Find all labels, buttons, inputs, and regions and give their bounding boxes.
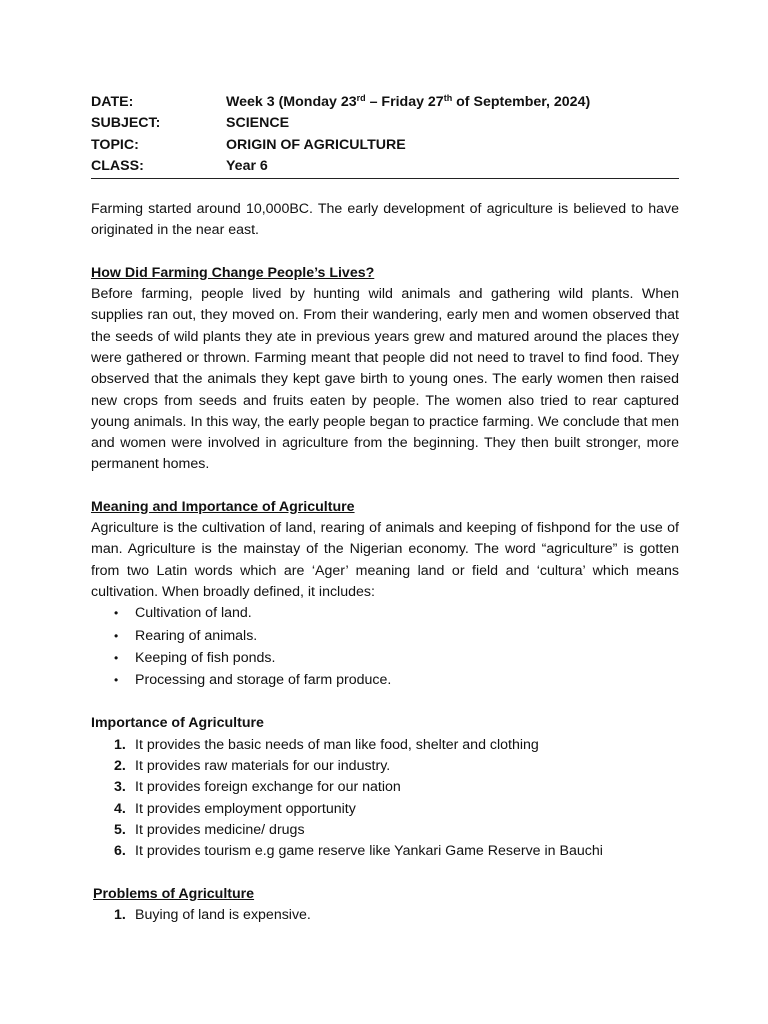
section-heading-problems: Problems of Agriculture	[93, 885, 255, 902]
list-number: 2.	[114, 758, 126, 775]
section-heading-farming-change: How Did Farming Change People’s Lives?	[91, 264, 375, 281]
importance-list	[91, 735, 679, 863]
header-row-subject	[91, 113, 679, 134]
farming-change-paragraph: Before farming, people lived by hunting wild animals and gathering wild plants. When supplies ran out, they moved on. From their wandering, early men and women observed that the seeds of wild plants they ate in previous years grew and matured around the places they were gathered or thrown. Farming meant that people did not need to travel to find food. They observed that the animals they kept gave birth to young ones. The early women then raised new crops from seeds and fruits eaten by people. The women also tried to rear captured young animals. In this way, the early people began to practice farming. We conclude that men and women were involved in agriculture from the beginning. They then built stronger, more permanent homes.	[91, 286, 679, 473]
list-item-text: Processing and storage of farm produce.	[135, 672, 392, 689]
list-item-text: It provides foreign exchange for our nation	[135, 779, 401, 796]
list-number: 5.	[114, 821, 126, 838]
list-item-text: Rearing of animals.	[135, 627, 258, 644]
header-label: SUBJECT:	[91, 115, 161, 132]
intro-paragraph: Farming started around 10,000BC. The early development of agriculture is believed to have originated in the near east.	[91, 201, 679, 239]
header-row-class	[91, 156, 679, 177]
list-item	[91, 603, 679, 624]
bullet-icon: •	[114, 650, 119, 665]
list-item	[91, 799, 679, 820]
list-item	[91, 841, 679, 862]
list-number: 4.	[114, 800, 126, 817]
header-label: TOPIC:	[91, 136, 139, 153]
header-label: DATE:	[91, 94, 134, 110]
list-item	[91, 735, 679, 756]
date-suffix-th: th	[443, 93, 453, 103]
list-item	[91, 777, 679, 798]
list-item	[91, 670, 679, 691]
spacer	[91, 242, 679, 263]
includes-list	[91, 603, 679, 691]
meaning-paragraph: Agriculture is the cultivation of land, rearing of animals and keeping of fishpond for the use of man. Agriculture is the mainstay of the Nigerian economy. The word “agriculture” is gotten from two Latin words which are ‘Ager’ meaning land or field and ‘cultura’ which means cultivation. When broadly defined, it includes:	[91, 520, 679, 600]
header-value	[226, 92, 679, 113]
section-heading-meaning: Meaning and Importance of Agriculture	[91, 498, 355, 515]
date-text-end: of September, 2024)	[452, 94, 591, 110]
list-item-text: It provides employment opportunity	[135, 800, 356, 817]
bullet-icon: •	[114, 673, 119, 688]
bullet-icon: •	[114, 628, 119, 643]
document-page	[91, 92, 679, 926]
list-item-text: It provides the basic needs of man like food, shelter and clothing	[135, 736, 539, 753]
header-row-date	[91, 92, 679, 113]
list-item-text: It provides raw materials for our industry.	[135, 758, 391, 775]
list-item	[91, 820, 679, 841]
list-item	[91, 626, 679, 647]
header-row-topic	[91, 135, 679, 156]
spacer	[91, 692, 679, 713]
section-heading-importance: Importance of Agriculture	[91, 715, 264, 732]
list-number: 6.	[114, 843, 126, 860]
list-item-text: Keeping of fish ponds.	[135, 649, 276, 666]
list-item	[91, 905, 679, 926]
list-item-text: Buying of land is expensive.	[135, 906, 311, 923]
lesson-header	[91, 92, 679, 179]
date-suffix-rd: rd	[356, 93, 366, 103]
list-number: 1.	[114, 906, 126, 923]
spacer	[91, 863, 679, 884]
date-text-middle: – Friday 27	[365, 94, 444, 110]
list-number: 1.	[114, 736, 126, 753]
list-number: 3.	[114, 779, 126, 796]
header-value: ORIGIN OF AGRICULTURE	[226, 136, 406, 153]
list-item-text: It provides tourism e.g game reserve like Yankari Game Reserve in Bauchi	[135, 843, 603, 860]
list-item-text: Cultivation of land.	[135, 605, 252, 622]
header-value: Year 6	[226, 157, 268, 174]
bullet-icon: •	[114, 606, 119, 621]
list-item	[91, 648, 679, 669]
spacer	[91, 476, 679, 497]
problems-list	[91, 905, 679, 926]
header-label: CLASS:	[91, 157, 144, 174]
header-value: SCIENCE	[226, 115, 290, 132]
list-item	[91, 756, 679, 777]
list-item-text: It provides medicine/ drugs	[135, 821, 305, 838]
date-text-start: Week 3 (Monday 23	[226, 94, 357, 110]
